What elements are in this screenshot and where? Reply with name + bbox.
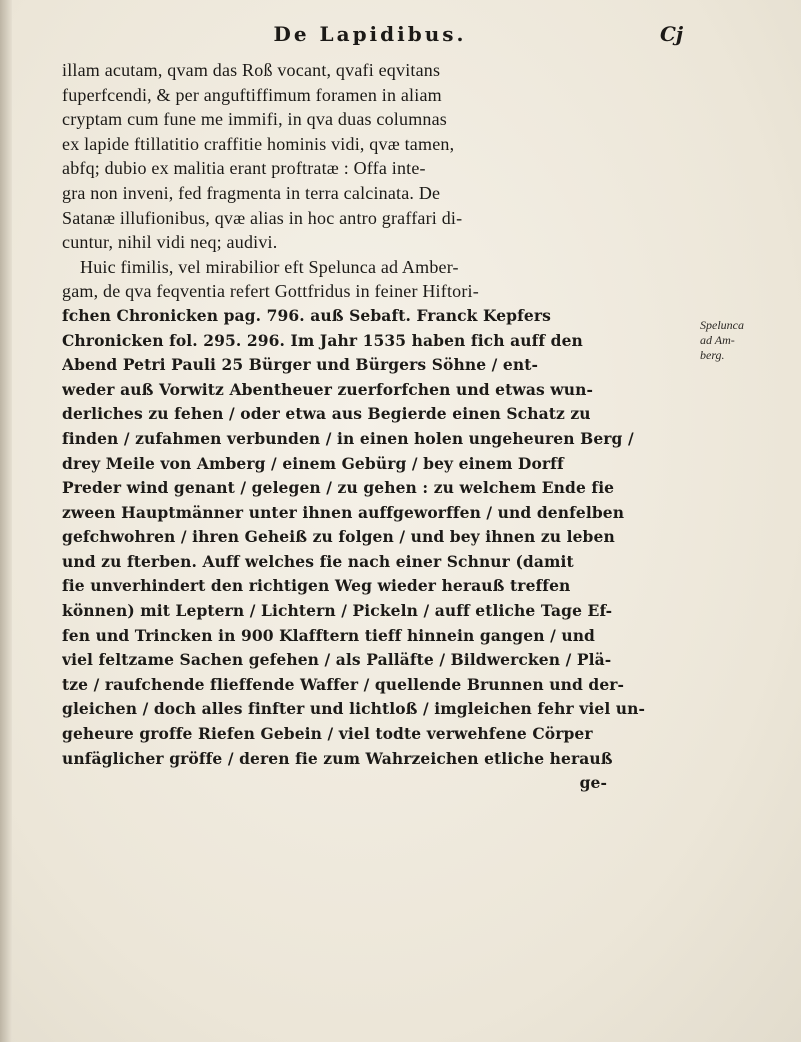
running-head: De Lapidibus. xyxy=(273,22,467,46)
text-line: zween Hauptmänner unter ihnen auffgeworffen / und denfelben xyxy=(62,502,625,522)
text-line: und zu fterben. Auff welches fie nach einer Schnur (damit xyxy=(62,551,574,571)
text-line: fie unverhindert den richtigen Weg wieder herauß treffen xyxy=(62,576,571,596)
body-text xyxy=(62,58,647,796)
text-line: illam acutam, qvam das Roß vocant, qvafi eqvitans xyxy=(62,60,441,80)
text-line: Chronicken fol. 295. 296. Im Jahr 1535 haben fich auff den xyxy=(62,330,583,350)
text-line: Preder wind genant / gelegen / zu gehen : zu welchem Ende fie xyxy=(62,478,615,498)
signature-mark: Cj xyxy=(660,22,684,46)
text-line: können) mit Leptern / Lichtern / Pickeln / auff etliche Tage Ef- xyxy=(62,601,613,621)
text-line: tze / raufchende flieffende Waffer / quellende Brunnen und der- xyxy=(62,674,625,694)
text-line: drey Meile von Amberg / einem Gebürg / bey einem Dorff xyxy=(62,453,564,473)
margin-note-line: berg. xyxy=(700,348,725,362)
margin-note-line: ad Am- xyxy=(700,333,735,347)
margin-note xyxy=(700,318,796,363)
text-line: unfäglicher gröffe / deren fie zum Wahrzeichen etliche herauß xyxy=(62,748,613,768)
text-line: gra non inveni, fed fragmenta in terra calcinata. De xyxy=(62,182,441,203)
text-line: Huic fimilis, vel mirabilior eft Spelunca ad Amber- xyxy=(80,256,459,277)
margin-note-line: Spelunca xyxy=(700,318,744,332)
text-line: fen und Trincken in 900 Klafftern tieff hinnein gangen / und xyxy=(62,625,595,645)
text-line: cuntur, nihil vidi neq; audivi. xyxy=(62,232,278,253)
text-line: Abend Petri Pauli 25 Bürger und Bürgers Söhne / ent- xyxy=(62,355,539,375)
text-line: gleichen / doch alles finfter und lichtloß / imgleichen fehr viel un- xyxy=(62,699,646,719)
text-line: cryptam cum fune me immifi, in qva duas columnas xyxy=(62,109,448,130)
text-line: geheure groffe Riefen Gebein / viel todte verwehfene Cörper xyxy=(62,724,593,744)
text-line: derliches zu fehen / oder etwa aus Begierde einen Schatz zu xyxy=(62,404,591,424)
page-header xyxy=(0,22,801,50)
text-line: fuperfcendi, & per anguftiffimum foramen in aliam xyxy=(62,84,442,105)
text-line: gefchwohren / ihren Geheiß zu folgen / und bey ihnen zu leben xyxy=(62,527,615,547)
text-line: ge- xyxy=(579,773,607,793)
text-line: abfq; dubio ex malitia erant proftratæ : Offa inte- xyxy=(62,158,426,179)
text-line: weder auß Vorwitz Abentheuer zuerforfchen und etwas wun- xyxy=(62,379,594,399)
text-line: finden / zufahmen verbunden / in einen holen ungeheuren Berg / xyxy=(62,428,634,448)
page-binding-edge xyxy=(0,0,12,1042)
text-line: gam, de qva feqventia refert Gottfridus in feiner Hiftori- xyxy=(62,281,479,302)
text-line: Satanæ illufionibus, qvæ alias in hoc antro graffari di- xyxy=(62,207,463,228)
text-line: viel feltzame Sachen gefehen / als Palläfte / Bildwercken / Plä- xyxy=(62,650,612,670)
text-line: fchen Chronicken pag. 796. auß Sebaft. Franck Kepfers xyxy=(62,305,551,325)
text-line: ex lapide ftillatitio craffitie hominis vidi, qvæ tamen, xyxy=(62,133,455,154)
